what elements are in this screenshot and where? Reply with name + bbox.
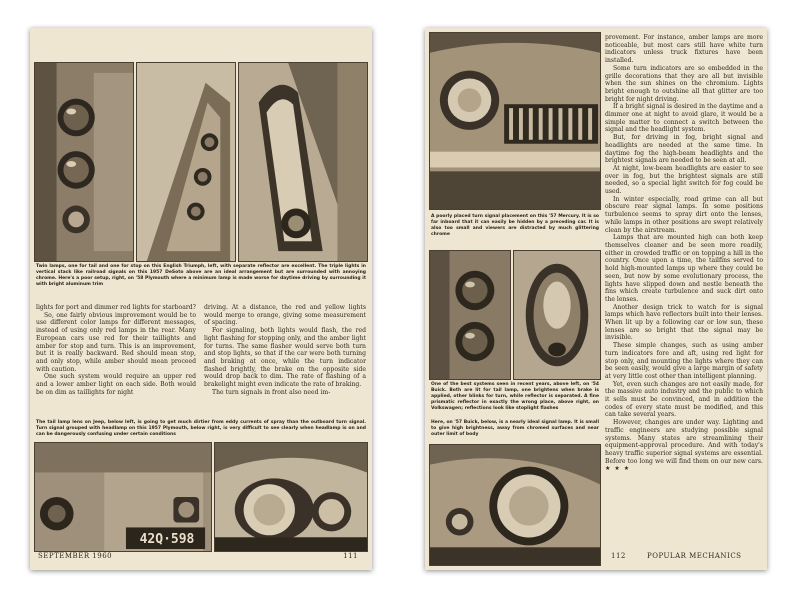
paragraph (605, 419, 763, 473)
folio-number: 111 (343, 552, 358, 560)
paragraph: If a bright signal is desired in the daytime and a dimmer one at night to avoid glare, it would be a simple matter to connect a switch between the signal and the headlight system. (605, 103, 763, 134)
paragraph: So, one fairly obvious improvement would be to use different color lamps for different messages, instead of using only red lamps in the rear. Many European cars use red for their taillights and amber for stop and turn. This is an improvement, but it is really backward. Red should mean stop, and only stop, while amber should mean proceed with caution. (36, 311, 196, 373)
paragraph: driving. At a distance, the red and yellow lights would merge to orange, giving some measurement of spacing. (204, 304, 366, 327)
right-page (425, 28, 767, 570)
text-column-2 (204, 304, 366, 396)
folio-title: POPULAR MECHANICS (647, 552, 742, 560)
photo-triumph-lamps (34, 62, 134, 262)
photo-volkswagen-reflector (513, 250, 601, 380)
photo-plymouth-fin-lamp (238, 62, 368, 262)
license-plate: 42Q·598 (139, 532, 195, 547)
photo-mercury-front (429, 32, 601, 210)
photo-desoto-triple-lights (136, 62, 236, 262)
caption-lower: Here, on '57 Buick, below, is a nearly ideal signal lamp. It is small to give high brightness, away from chromed surfaces and near outer limit of body (431, 420, 599, 437)
paragraph-text: However, changes are under way. Lighting and traffic engineers are studying possible signal systems. Many states are streamlining their equipment-approval procedure. And with today's heavy traffic superior signal systems are essential. Before too long we will find them on our new cars. (605, 419, 763, 465)
paragraph: But, for driving in fog, bright signal and headlights are needed at the same time. In daytime fog the high-beam headlights and the brightest signals are needed to be seen at all. (605, 134, 763, 165)
photo-plymouth-headlamp (214, 442, 368, 552)
photo-buick-57-signal (429, 444, 601, 566)
photo-buick-54-lamps (429, 250, 511, 380)
paragraph: At night, low-beam headlights are easier to see over in fog, but the brightest signals are still needed, so a special light switch for fog could be used. (605, 164, 763, 196)
paragraph: Some turn indicators are so embedded in the grille decorations that they are all but invisible when the sun shines on the chromium. Lights bright enough to outshine all that glitter are too bright for night driving. (605, 64, 763, 103)
caption-top: A poorly placed turn signal placement on this '57 Mercury. It is so far inboard that it can easily be hidden by a preceding car. It is also too small and viewers are distracted by much glittering chrome (431, 214, 599, 237)
end-mark: ★ ★ ★ (605, 465, 631, 473)
text-column (605, 34, 763, 473)
caption-middle: The tail lamp lens on Jeep, below left, is going to get much dirtier from eddy currents of spray than the outboard turn signal. Turn signal grouped with headlamp on this 1957 Plymouth, below right, is very difficult to see clearly when headlamp is on and can be dangerously confusing under certain conditions (36, 420, 366, 437)
paragraph: lights for port and dimmer red lights for starboard? (36, 304, 196, 311)
paragraph: One such system would require an upper red and a lower amber light on each side. Both would be on dim as taillights for night (36, 373, 196, 396)
folio-date: SEPTEMBER 1960 (38, 552, 113, 560)
paragraph: In winter especially, road grime can all but obscure rear signal lamps. In some positions turbulence seems to spray dirt onto the lenses, while lamps in other positions are swept relatively clean by the airstream. (605, 195, 763, 234)
photo-jeep-tail-lamp (34, 442, 212, 552)
paragraph: Another design trick to watch for is signal lamps which have reflectors built into their lenses. When lit up by a following car or low sun, these lenses are so bright that the signal may be invisible. (605, 303, 763, 342)
paragraph: Yet, even such changes are not easily made, for the massive auto industry and the public to which it sells must be convinced, and in addition the codes of every state must be modified, and this can take several years. (605, 380, 763, 419)
caption-top: Twin lamps, one for tail and one for stop on this English Triumph, left, with separate reflector are excellent. The triple lights in vertical stack like railroad signals on this 1957 DeSoto above are an ideal arrangement but are surrounded with annoying chrome. Here's a poor setup, right, on '58 Plymouth where a minimum lamp is made worse for daytime driving by surrounding it with bright aluminum trim (36, 264, 366, 287)
paragraph: The turn signals in front also need im- (212, 388, 331, 396)
paragraph: These simple changes, such as using amber turn indicators fore and aft, using red light for stop only, and mounting the lights where they can be seen easily, would give a large margin of safety at very little cost other than intelligent planning. (605, 342, 763, 380)
left-page (30, 28, 372, 570)
paragraph: For signaling, both lights would flash, the red light flashing for stopping only, and the amber light for turns. The same flasher would serve both turn and stop lights, so that if the car were both turning and braking at once, while the turn indicator flashed brightly, the brake on the opposite side would drop back to dim. The rate of flashing of a brakelight might even indicate the rate of braking. (204, 327, 366, 389)
text-column-1 (36, 304, 196, 396)
paragraph: provement. For instance, amber lamps are more noticeable, but most cars still have white turn indicators unless truck fixtures have been installed. (605, 34, 763, 65)
caption-middle: One of the best systems seen in recent years, above left, on '54 Buick. Both are lit for tail lamp, one brightens when brake is applied, other blinks for turn, while reflector is separated. A fine prismatic reflector in exactly the wrong place, above right, on Volkswagen; reflections look like stoplight flashes (431, 382, 599, 411)
paragraph: Lamps that are mounted high can both keep themselves cleaner and be seen more readily, either in crowded traffic or on topping a hill in the country. Once upon a time, the tailfins served to hold high-mounted lamps up where they could be seen, but now by some evolutionary process, the lights have slipped down and nestle beneath the fins which create turbulence and suck dirt onto the lenses. (605, 234, 763, 303)
folio-number: 112 (611, 552, 626, 560)
